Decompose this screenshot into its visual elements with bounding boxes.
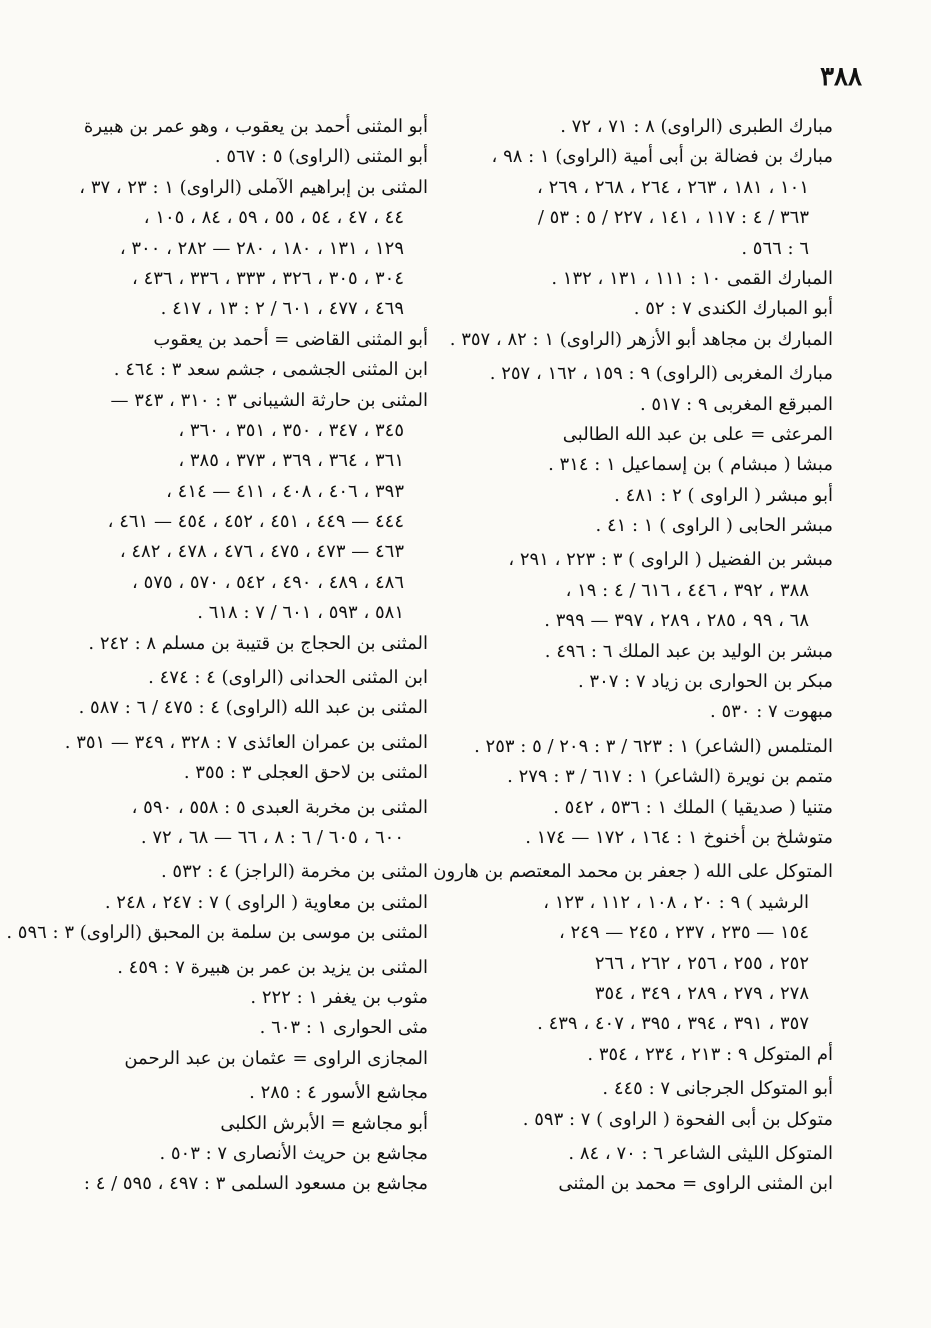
index-entry: المرعثى = على بن عبد الله الطالبى bbox=[562, 423, 833, 445]
page-number: ٣٨٨ bbox=[820, 62, 862, 92]
index-entry: المبرقع المغربى ٩ : ٥١٧ . bbox=[639, 393, 833, 415]
index-entry: مبهوت ٧ : ٥٣٠ . bbox=[710, 701, 833, 723]
index-entry: مثى الحوارى ١ : ٦٠٣ . bbox=[259, 1017, 428, 1039]
index-entry: أبو المبارك الكندى ٧ : ٥٢ . bbox=[633, 298, 833, 320]
index-column-right bbox=[433, 112, 833, 1200]
index-entry: مجاشع الأسور ٤ : ٢٨٥ . bbox=[249, 1082, 428, 1104]
index-entry-continuation: ٦٠٠ ، ٦٠٥ / ٦ : ٨ ، ٦٦ — ٦٨ ، ٧٢ . bbox=[140, 826, 404, 848]
index-entry-continuation: ٣٠٤ ، ٣٠٥ ، ٣٢٦ ، ٣٣٣ ، ٣٣٦ ، ٤٣٦ ، bbox=[132, 267, 404, 289]
index-entry: مثوب بن يغفر ١ : ٢٢٢ . bbox=[250, 986, 428, 1008]
index-entry: أبو المتوكل الجرجانى ٧ : ٤٤٥ . bbox=[602, 1078, 833, 1100]
index-entry: مجاشع بن مسعود السلمى ٣ : ٤٩٧ ، ٥٩٥ / ٤ : bbox=[83, 1173, 428, 1195]
index-entry-continuation: ٦٨ ، ٩٩ ، ٢٨٥ ، ٢٨٩ ، ٣٩٧ — ٣٩٩ . bbox=[544, 610, 809, 632]
index-entry-continuation: ٣٦٣ / ٤ : ١١٧ ، ١٤١ ، ٢٢٧ / ٥ : ٥٣ / bbox=[537, 207, 809, 229]
index-entry-continuation: ٣٥٧ ، ٣٩١ ، ٣٩٤ ، ٣٩٥ ، ٤٠٧ ، ٤٣٩ . bbox=[537, 1013, 809, 1035]
index-entry: مبشا ( مبشام ) بن إسماعيل ١ : ٣١٤ . bbox=[548, 454, 833, 476]
index-entry: ابن المثنى الراوى = محمد بن المثنى bbox=[558, 1173, 833, 1195]
index-entry: مبشر الحابى ( الراوى ) ١ : ٤١ . bbox=[595, 515, 833, 537]
index-entry: مبارك بن فضالة بن أبى أمية (الراوى) ١ : ٩٨ ، bbox=[491, 146, 833, 168]
index-entry: متنيا ( صديقيا ) الملك ١ : ٥٣٦ ، ٥٤٢ . bbox=[553, 796, 833, 818]
index-entry: أبو مجاشع = الأبرش الكلبى bbox=[220, 1112, 428, 1134]
index-entry: المتوكل على الله ( جعفر بن محمد المعتصم بن هارون bbox=[433, 861, 833, 883]
index-entry-continuation: الرشيد ) ٩ : ٢٠ ، ١٠٨ ، ١١٢ ، ١٢٣ ، bbox=[543, 891, 809, 913]
index-column-left bbox=[6, 112, 428, 1200]
index-entry: المثنى بن مخربة العبدى ٥ : ٥٥٨ ، ٥٩٠ ، bbox=[131, 796, 428, 818]
index-entry: أبو مبشر ( الراوى ) ٢ : ٤٨١ . bbox=[614, 484, 833, 506]
index-entry: المثنى بن حارثة الشيبانى ٣ : ٣١٠ ، ٣٤٣ — bbox=[110, 389, 428, 411]
index-entry-continuation: ٣٨٨ ، ٣٩٢ ، ٤٤٦ ، ٦١٦ / ٤ : ١٩ ، bbox=[565, 579, 809, 601]
index-entry-continuation: ١٥٤ — ٢٣٥ ، ٢٣٧ ، ٢٤٥ — ٢٤٩ ، bbox=[558, 922, 809, 944]
index-entry-continuation: ٣٤٥ ، ٣٤٧ ، ٣٥٠ ، ٣٥١ ، ٣٦٠ ، bbox=[178, 419, 404, 441]
index-entry: مجاشع بن حريث الأنصارى ٧ : ٥٠٣ . bbox=[159, 1142, 428, 1164]
index-entry: المبارك القمى ١٠ : ١١١ ، ١٣١ ، ١٣٢ . bbox=[551, 267, 833, 289]
index-entry-continuation: ٤٦٩ ، ٤٧٧ ، ٦٠١ / ٢ : ١٣ ، ٤١٧ . bbox=[160, 298, 404, 320]
index-entry: مبارك الطبرى (الراوى) ٨ : ٧١ ، ٧٢ . bbox=[560, 116, 833, 137]
index-entry-continuation: ٣٦١ ، ٣٦٤ ، ٣٦٩ ، ٣٧٣ ، ٣٨٥ ، bbox=[178, 450, 404, 472]
index-entry: المثنى بن يزيد بن عمر بن هبيرة ٧ : ٤٥٩ . bbox=[117, 956, 428, 978]
index-entry: المثنى بن الحجاج بن قتيبة بن مسلم ٨ : ٢٤٢ . bbox=[88, 632, 428, 654]
index-entry-continuation: ٦ : ٥٦٦ . bbox=[741, 237, 809, 259]
index-entry: مبارك المغربى (الراوى) ٩ : ١٥٩ ، ١٦٢ ، ٢٥٧ . bbox=[489, 363, 833, 385]
index-entry: مبكر بن الحوارى بن زياد ٧ : ٣٠٧ . bbox=[577, 671, 833, 693]
index-entry-continuation: ٤٨٦ ، ٤٨٩ ، ٤٩٠ ، ٥٤٢ ، ٥٧٠ ، ٥٧٥ ، bbox=[132, 571, 404, 593]
index-entry: المتوكل الليثى الشاعر ٦ : ٧٠ ، ٨٤ . bbox=[568, 1142, 833, 1164]
index-entry: متمم بن نويرة (الشاعر) ١ : ٦١٧ / ٣ : ٢٧٩ . bbox=[507, 766, 833, 788]
index-entry: مبشر بن الفضيل ( الراوى ) ٣ : ٢٢٣ ، ٢٩١ ، bbox=[508, 549, 833, 571]
index-entry: مبشر بن الوليد بن عبد الملك ٦ : ٤٩٦ . bbox=[544, 640, 833, 662]
index-entry: المثنى بن عمران العائذى ٧ : ٣٢٨ ، ٣٤٩ — ٣٥١ . bbox=[64, 731, 428, 753]
index-entry-continuation: ٢٧٨ ، ٢٧٩ ، ٢٨٩ ، ٣٤٩ ، ٣٥٤ bbox=[594, 982, 809, 1004]
index-entry: المثنى بن لاحق العجلى ٣ : ٣٥٥ . bbox=[183, 762, 428, 784]
index-entry: المجازى الراوى = عثمان بن عبد الرحمن bbox=[124, 1047, 428, 1069]
index-entry-continuation: ٥٨١ ، ٥٩٣ ، ٦٠١ / ٧ : ٦١٨ . bbox=[197, 602, 404, 624]
index-entry: المثنى بن معاوية ( الراوى ) ٧ : ٢٤٧ ، ٢٤٨ . bbox=[104, 891, 428, 913]
index-entry-continuation: ٢٥٢ ، ٢٥٥ ، ٢٥٦ ، ٢٦٢ ، ٢٦٦ bbox=[594, 952, 809, 974]
index-entry-continuation: ٤٤ ، ٤٧ ، ٥٤ ، ٥٥ ، ٥٩ ، ٨٤ ، ١٠٥ ، bbox=[143, 207, 404, 229]
index-entry-continuation: ٤٦٣ — ٤٧٣ ، ٤٧٥ ، ٤٧٦ ، ٤٧٨ ، ٤٨٢ ، bbox=[119, 541, 404, 563]
index-entry-continuation: ٣٩٣ ، ٤٠٦ ، ٤٠٨ ، ٤١١ — ٤١٤ ، bbox=[166, 480, 404, 502]
index-entry-continuation: ١٢٩ ، ١٣١ ، ١٨٠ ، ٢٨٠ — ٢٨٢ ، ٣٠٠ ، bbox=[119, 237, 404, 259]
index-entry: المثنى بن عبد الله (الراوى) ٤ : ٤٧٥ / ٦ : ٥٨٧ . bbox=[78, 697, 428, 719]
index-entry: المثنى بن مخرمة (الراجز) ٤ : ٥٣٢ . bbox=[160, 861, 428, 883]
index-entry: المتلمس (الشاعر) ١ : ٦٢٣ / ٣ : ٢٠٩ / ٥ : ٢٥٣ . bbox=[474, 735, 833, 757]
index-entry: ابن المثنى الجشمى ، جشم سعد ٣ : ٤٦٤ . bbox=[113, 359, 428, 381]
index-entry: متوشلخ بن أخنوخ ١ : ١٦٤ ، ١٧٢ — ١٧٤ . bbox=[525, 826, 833, 848]
index-entry: المثنى بن موسى بن سلمة بن المحبق (الراوى) ٣ : ٥٩٦ . bbox=[6, 922, 428, 944]
index-entry: المبارك بن مجاهد أبو الأزهر (الراوى) ١ : ٨٢ ، ٣٥٧ . bbox=[449, 328, 833, 350]
index-entry: أم المتوكل ٩ : ٢١٣ ، ٢٣٤ ، ٣٥٤ . bbox=[587, 1043, 833, 1065]
index-entry: متوكل بن أبى الفحوة ( الراوى ) ٧ : ٥٩٣ . bbox=[522, 1108, 833, 1130]
index-entry: ابن المثنى الحدانى (الراوى) ٤ : ٤٧٤ . bbox=[148, 667, 428, 689]
index-entry: المثنى بن إبراهيم الآملى (الراوى) ١ : ٢٣ ، ٣٧ ، bbox=[79, 176, 428, 198]
index-entry-continuation: ٤٤٤ — ٤٤٩ ، ٤٥١ ، ٤٥٢ ، ٤٥٤ — ٤٦١ ، bbox=[107, 511, 404, 533]
index-entry: أبو المثنى أحمد بن يعقوب ، وهو عمر بن هبيرة bbox=[83, 116, 428, 137]
index-entry: أبو المثنى القاضى = أحمد بن يعقوب bbox=[153, 328, 428, 350]
index-entry-continuation: ١٠١ ، ١٨١ ، ٢٦٣ ، ٢٦٤ ، ٢٦٨ ، ٢٦٩ ، bbox=[537, 176, 809, 198]
index-entry: أبو المثنى (الراوى) ٥ : ٥٦٧ . bbox=[214, 146, 428, 168]
